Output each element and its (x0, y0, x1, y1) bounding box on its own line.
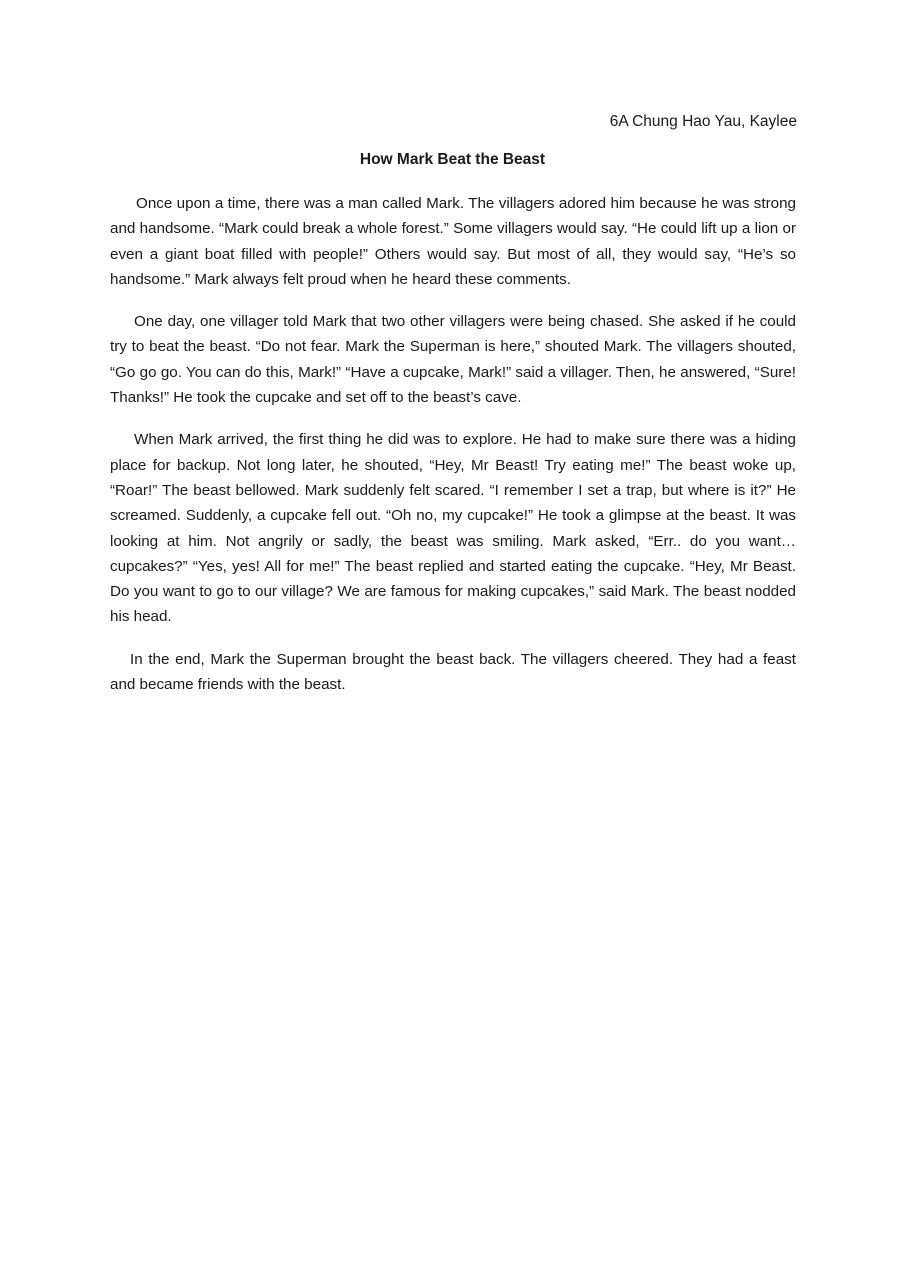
author-line: 6A Chung Hao Yau, Kaylee (609, 113, 797, 130)
story-body (110, 191, 796, 714)
paragraph-4: In the end, Mark the Superman brought the beast back. The villagers cheered. They had a feast and became friends with the beast. (110, 650, 796, 694)
paragraph-3: When Mark arrived, the first thing he did was to explore. He had to make sure there was a hiding place for backup. Not long later, he shouted, “Hey, Mr Beast! Try eating me!” The beast woke up, “Roar!” The beast bellowed. Mark suddenly felt scared. “I remember I set a trap, but where is it?” He screamed. Suddenly, a cupcake fell out. “Oh no, my cupcake!” He took a glimpse at the beast. It was looking at him. Not angrily or sadly, the beast was smiling. Mark asked, “Err.. do you want…cupcakes?” “Yes, yes! All for me!” The beast replied and started eating the cupcake. “Hey, Mr Beast. Do you want to go to our village? We are famous for making cupcakes,” said Mark. The beast nodded his head. (110, 431, 796, 626)
paragraph-2: One day, one villager told Mark that two other villagers were being chased. She asked if he could try to beat the beast. “Do not fear. Mark the Superman is here,” shouted Mark. The villagers shouted, “Go go go. You can do this, Mark!” “Have a cupcake, Mark!” said a villager. Then, he answered, “Sure! Thanks!” He took the cupcake and set off to the beast’s cave. (110, 313, 796, 407)
story-title: How Mark Beat the Beast (359, 151, 546, 168)
paragraph-1: Once upon a time, there was a man called Mark. The villagers adored him because he was strong and handsome. “Mark could break a whole forest.” Some villagers would say. “He could lift up a lion or even a giant boat filled with people!” Others would say. But most of all, they would say, “He’s so handsome.” Mark always felt proud when he heard these comments. (110, 195, 796, 288)
